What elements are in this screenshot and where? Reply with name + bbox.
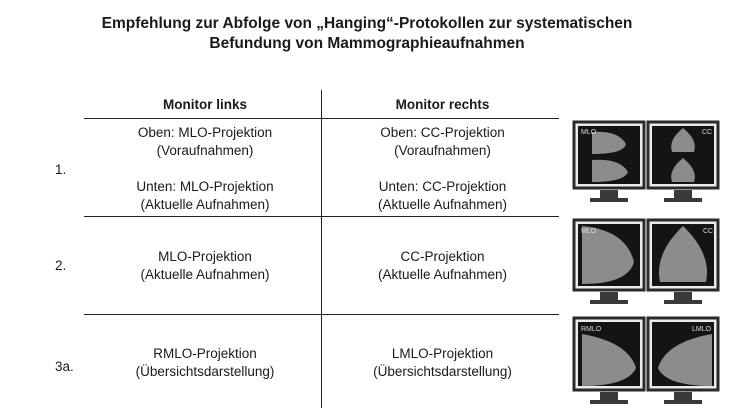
column-divider xyxy=(321,90,322,408)
row-divider-2 xyxy=(84,314,559,315)
cell-text: Oben: CC-Projektion xyxy=(380,125,505,140)
monitor-left xyxy=(574,318,644,404)
cell-text: (Voraufnahmen) xyxy=(156,143,254,158)
cell-text: LMLO-Projektion xyxy=(391,346,494,361)
cell-text: Unten: CC-Projektion xyxy=(378,179,507,194)
row-1-right-bottom xyxy=(330,178,555,214)
monitor-left xyxy=(574,220,644,304)
monitor-right-label: CC xyxy=(703,228,714,235)
monitor-pair-illustration-2 xyxy=(572,218,722,310)
row-1-right-top xyxy=(330,124,555,160)
row-1-left-bottom xyxy=(110,178,300,214)
cell-text: (Aktuelle Aufnahmen) xyxy=(140,197,270,212)
cell-text: RMLO-Projektion xyxy=(153,346,257,361)
cell-text: MLO-Projektion xyxy=(158,249,252,264)
row-number-3: 3a. xyxy=(55,359,74,374)
monitor-left-label: MLO xyxy=(581,228,597,235)
cell-text: (Voraufnahmen) xyxy=(394,143,491,158)
cell-text: (Aktuelle Aufnahmen) xyxy=(140,267,270,282)
cell-text: Oben: MLO-Projektion xyxy=(137,125,273,140)
row-2-right xyxy=(330,248,555,284)
header-divider xyxy=(84,118,559,119)
row-3-right xyxy=(330,345,555,381)
cell-text: (Aktuelle Aufnahmen) xyxy=(377,197,508,212)
column-header-right: Monitor rechts xyxy=(395,97,490,112)
row-number-1: 1. xyxy=(55,162,67,177)
monitor-left xyxy=(574,122,644,202)
cell-text: (Aktuelle Aufnahmen) xyxy=(377,267,508,282)
monitor-left-label: RMLO xyxy=(581,326,602,333)
monitor-right xyxy=(648,122,718,202)
monitor-pair-illustration-1 xyxy=(572,120,722,210)
monitor-left-label: MLO xyxy=(581,129,597,136)
row-2-left xyxy=(110,248,300,284)
cell-text: (Übersichtsdarstellung) xyxy=(135,364,275,379)
row-divider-1 xyxy=(84,216,559,217)
monitor-right-label: CC xyxy=(702,129,713,136)
cell-text: CC-Projektion xyxy=(400,249,485,264)
page-title xyxy=(0,14,734,54)
cell-text: Unten: MLO-Projektion xyxy=(136,179,274,194)
row-number-2: 2. xyxy=(55,258,67,273)
monitor-right-label: LMLO xyxy=(692,326,712,333)
column-header-left: Monitor links xyxy=(163,97,247,112)
monitor-right xyxy=(648,318,718,404)
title-line-2: Befundung von Mammographieaufnahmen xyxy=(209,35,525,52)
row-1-left-top xyxy=(110,124,300,160)
title-line-1: Empfehlung zur Abfolge von „Hanging“-Protokollen zur systematischen xyxy=(101,15,633,32)
cell-text: (Übersichtsdarstellung) xyxy=(373,364,512,379)
monitor-right xyxy=(648,220,718,304)
row-3-left xyxy=(110,345,300,381)
monitor-pair-illustration-3 xyxy=(572,316,722,408)
